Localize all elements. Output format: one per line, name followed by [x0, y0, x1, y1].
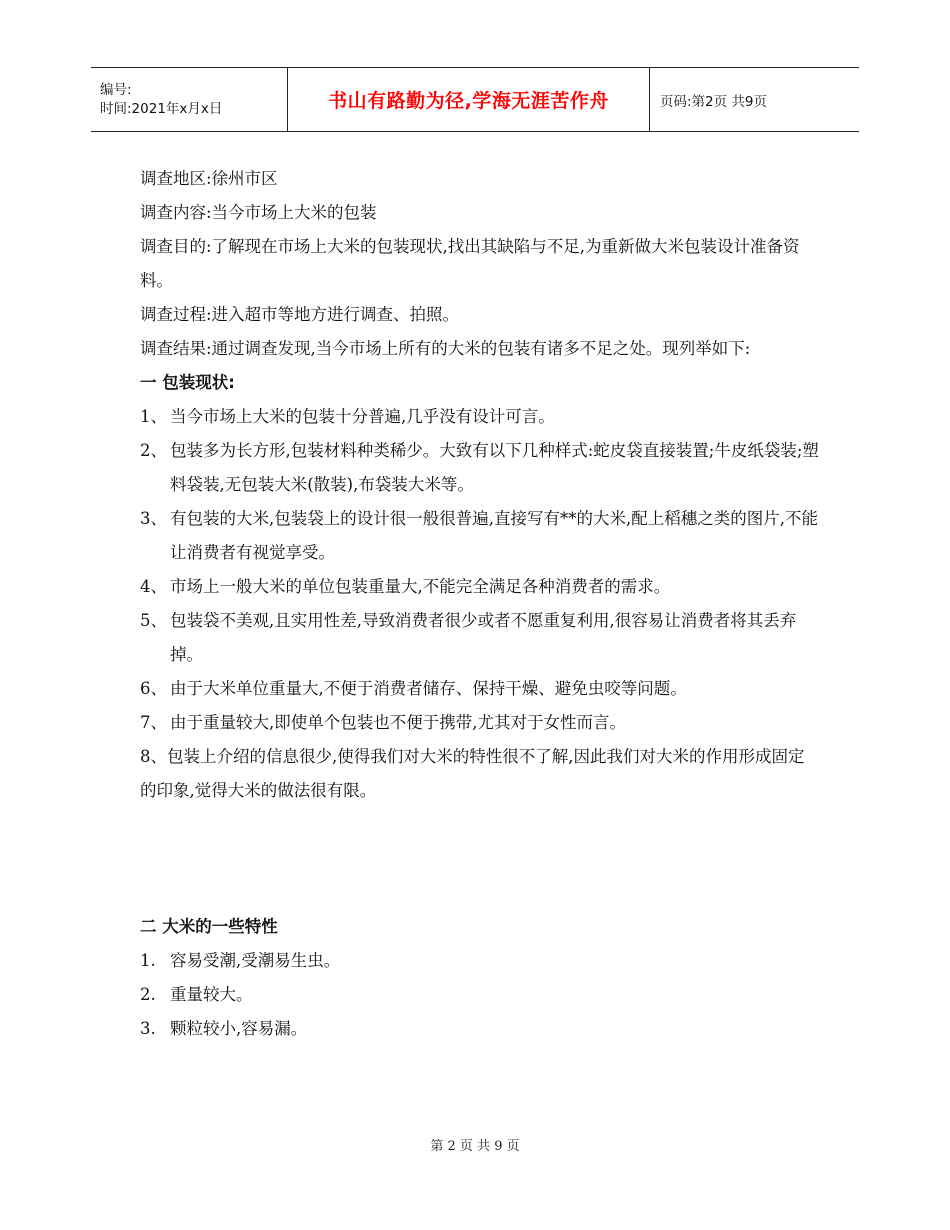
list-item-text: 由于重量较大,即使单个包装也不便于携带,尤其对于女性而言。: [170, 713, 626, 732]
survey-content: 调查内容:当今市场上大米的包装: [140, 203, 377, 222]
list-item: [140, 434, 820, 502]
page-footer: 第 2 页 共 9 页: [430, 1139, 520, 1154]
list-item-text: 由于大米单位重量大,不便于消费者储存、保持干燥、避免虫咬等问题。: [170, 679, 687, 698]
list-item-text: 容易受潮,受潮易生虫。: [170, 951, 341, 970]
list-item-text: 包装袋不美观,且实用性差,导致消费者很少或者不愿重复利用,很容易让消费者将其丢弃掉。: [170, 611, 797, 664]
list-item-number: 6、: [140, 679, 167, 698]
survey-purpose: 调查目的:了解现在市场上大米的包装现状,找出其缺陷与不足,为重新做大米包装设计准备资料。: [140, 237, 800, 290]
list-item: [140, 978, 820, 1012]
list-item-number: 1、: [140, 407, 167, 426]
document-body: [140, 162, 820, 1046]
list-item: [140, 502, 820, 570]
document-date: 时间:2021年x月x日: [100, 100, 223, 117]
list-item-number: 3.: [140, 1019, 156, 1038]
list-item-text: 颗粒较小,容易漏。: [170, 1019, 308, 1038]
header-page-info: 页码:第2页 共9页: [660, 93, 768, 110]
survey-area: 调查地区:徐州市区: [140, 169, 278, 188]
list-item-text: 当今市场上大米的包装十分普遍,几乎没有设计可言。: [170, 407, 555, 426]
header-meta: [91, 68, 287, 131]
list-item-number: 1.: [140, 951, 156, 970]
list-item: [140, 1012, 820, 1046]
list-item: [140, 944, 820, 978]
list-item-text: 包装上介绍的信息很少,使得我们对大米的特性很不了解,因此我们对大米的作用形成固定的印象,觉得大米的做法很有限。: [140, 747, 805, 800]
list-item-number: 5、: [140, 611, 167, 630]
list-item-number: 2.: [140, 985, 156, 1004]
list-item-number: 8、: [140, 747, 167, 766]
list-item: [140, 400, 820, 434]
document-number-label: 编号:: [100, 81, 132, 98]
list-item: [140, 604, 820, 672]
header-motto: 书山有路勤为径,学海无涯苦作舟: [328, 90, 609, 112]
section-spacer: [140, 808, 820, 910]
list-item-text: 有包装的大米,包装袋上的设计很一般很普遍,直接写有**的大米,配上稻穗之类的图片,不能让消费者有视觉享受。: [170, 509, 818, 562]
list-item-number: 3、: [140, 509, 167, 528]
list-item-number: 4、: [140, 577, 167, 596]
list-item: [140, 706, 820, 740]
list-item-text: 包装多为长方形,包装材料种类稀少。大致有以下几种样式:蛇皮袋直接装置;牛皮纸袋装;塑料袋装,无包装大米(散装),布袋装大米等。: [170, 441, 819, 494]
list-item-number: 2、: [140, 441, 167, 460]
list-item: [140, 672, 820, 706]
header-motto-cell: [287, 68, 650, 131]
list-item-text: 重量较大。: [170, 985, 253, 1004]
survey-process: 调查过程:进入超市等地方进行调查、拍照。: [140, 305, 460, 324]
page-header: [91, 67, 859, 132]
section-title-packaging-status: 一 包装现状:: [140, 373, 235, 392]
list-item: [140, 570, 820, 604]
section-title-rice-properties: 二 大米的一些特性: [140, 917, 278, 936]
list-item-flat: [140, 740, 820, 808]
list-item-text: 市场上一般大米的单位包装重量大,不能完全满足各种消费者的需求。: [170, 577, 671, 596]
survey-result: 调查结果:通过调查发现,当今市场上所有的大米的包装有诸多不足之处。现列举如下:: [140, 339, 751, 358]
list-item-number: 7、: [140, 713, 167, 732]
